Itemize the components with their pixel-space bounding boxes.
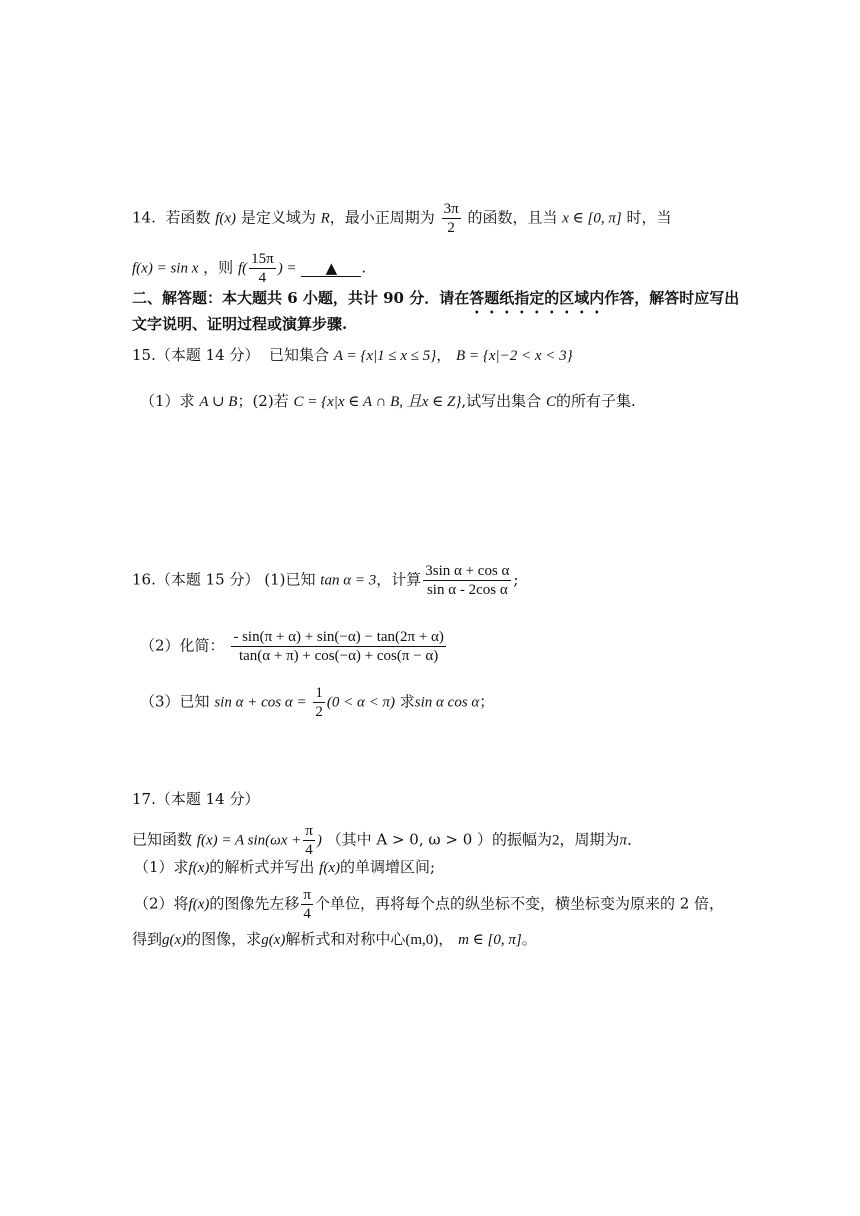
- q15-set-C: C = {x|x ∈ A ∩ B, 且x ∈ Z}: [293, 394, 462, 410]
- q16-f1-end: ;: [513, 570, 519, 589]
- q14-period-den: 2: [442, 218, 461, 237]
- q17-line4: [132, 928, 537, 951]
- q17-p1a: （1）求: [134, 858, 189, 876]
- q16-f2-den: tan(α + π) + cos(−α) + cos(π − α): [231, 646, 446, 665]
- q17-pi-num: π: [305, 823, 313, 839]
- q14-text6: ，则: [203, 258, 234, 277]
- q15-text: 已知集合: [269, 346, 330, 364]
- q15-sep: ，: [436, 346, 452, 364]
- q17-line1: [132, 822, 642, 859]
- q14-f-close: ) =: [277, 260, 297, 277]
- q14-text4: 的函数，且当: [467, 208, 558, 227]
- q14-arg-fraction: [249, 250, 276, 287]
- q14-domain-R: R: [320, 210, 330, 227]
- q15-number: 15.（本题 14 分）: [132, 346, 260, 364]
- q16-tan: tan α = 3: [320, 572, 377, 589]
- q15-set-B: B = {x|−2 < x < 3}: [456, 348, 573, 364]
- q17-title: [132, 788, 259, 810]
- q17-p2f: f(x): [188, 896, 210, 913]
- q16-ask3: 求: [399, 692, 415, 711]
- q15-part2: ；(2)若: [237, 392, 289, 410]
- q16-part1: (1)已知: [264, 570, 316, 589]
- q16-line1: [132, 562, 518, 599]
- q17-shift-fraction: [301, 886, 313, 923]
- q17-number: 17.（本题 14 分）: [132, 790, 260, 808]
- q16-f2-num: - sin(π + α) + sin(−α) − tan(2π + α): [233, 629, 444, 645]
- q16-part2: （2）化简：: [140, 636, 225, 655]
- q16-line2: [140, 628, 448, 665]
- q17-p2a: （2）将: [134, 894, 189, 913]
- q16-end3: ；: [479, 692, 495, 711]
- q14-fx-def: f(x) = sin x: [132, 260, 199, 277]
- q14-end: .: [361, 258, 367, 277]
- q17-p1b: 的解析式并写出: [209, 858, 315, 876]
- q16-line3: [140, 684, 494, 721]
- q15-part3: ,试写出集合: [461, 392, 542, 410]
- q16-f3-num: 1: [315, 685, 323, 701]
- q16-number: 16.（本题 15 分）: [132, 570, 260, 589]
- answer-blank[interactable]: ▲: [301, 260, 361, 277]
- q15-line1: [132, 344, 573, 367]
- q17-shift-den: 4: [301, 904, 313, 923]
- q15-union: A ∪ B: [199, 394, 238, 410]
- q17-p3e: 。: [521, 930, 537, 948]
- q14-line2: [132, 250, 366, 287]
- section2-text2: 文字说明、证明过程或演算步骤.: [132, 315, 348, 333]
- q17-g2: g(x): [261, 932, 286, 948]
- q17-p2c: 个单位，再将每个点的纵坐标不变，横坐标变为原来的 2 倍，: [314, 894, 725, 913]
- q14-arg-den: 4: [249, 268, 276, 287]
- q14-arg-num: 15π: [251, 251, 274, 267]
- q14-text1: 若函数: [165, 208, 211, 227]
- q14-period-fraction: [442, 200, 461, 237]
- section2-text1: 二、解答题：本大题共 6 小题，共计 90 分．请在: [132, 289, 470, 307]
- q17-amp: 2: [552, 832, 560, 849]
- q15-set-A: A = {x|1 ≤ x ≤ 5}: [333, 348, 437, 364]
- q17-p3a: 得到: [132, 930, 163, 948]
- section2-text1-tail: 作答，解答时应写出: [604, 289, 740, 307]
- q17-period: π: [619, 832, 628, 849]
- q14-fx: f(x): [215, 210, 237, 227]
- q17-text3: ．: [627, 830, 643, 849]
- q17-p3c: 解析式和对称中心: [285, 930, 406, 948]
- q17-line3: [134, 886, 724, 923]
- section2-emphasis: 答题纸指定的区域内: [469, 289, 605, 307]
- q16-expr3: sin α + cos α =: [214, 694, 307, 711]
- q16-fraction2: [231, 628, 446, 665]
- q14-number: 14.: [132, 208, 156, 227]
- q17-pi-den: 4: [303, 840, 315, 859]
- q17-mrange: m ∈ [0, π]: [458, 932, 522, 948]
- q17-p3b: 的图像，求: [186, 930, 262, 948]
- q17-g: g(x): [162, 932, 187, 948]
- q14-line1: [132, 200, 671, 237]
- q14-period-num: 3π: [443, 201, 459, 217]
- q15-part1: （1）求: [140, 392, 195, 410]
- q17-p1f2: f(x): [319, 860, 340, 876]
- q17-shift-num: π: [303, 887, 311, 903]
- q16-fraction1: [423, 562, 511, 599]
- q14-text2: 是定义域为: [240, 208, 316, 227]
- q14-f-open: f(: [237, 260, 248, 277]
- q14-condition: x ∈ [0, π]: [562, 210, 622, 227]
- q17-func: f(x) = A sin(ωx +: [196, 832, 302, 849]
- q17-line2: [134, 856, 435, 879]
- q15-part4: 的所有子集.: [555, 392, 636, 410]
- q17-p3d: ，: [438, 930, 454, 948]
- q16-cond3: (0 < α < π): [326, 694, 395, 711]
- section2-heading-line2: [132, 313, 347, 335]
- q14-text3: ，最小正周期为: [329, 208, 435, 227]
- q17-cond: （其中 A > 0, ω > 0 ）的振幅为: [326, 830, 553, 849]
- q14-text5: 时，当: [626, 208, 672, 227]
- q16-calc: ，计算: [376, 570, 422, 589]
- q17-p2b: 的图像先左移: [209, 894, 300, 913]
- q16-fraction3: [313, 684, 325, 721]
- q17-text1: 已知函数: [132, 830, 193, 849]
- q17-p1f: f(x): [188, 860, 210, 876]
- q16-part3: （3）已知: [140, 692, 210, 711]
- q15-line2: [140, 390, 636, 413]
- q17-func-close: ): [316, 832, 322, 849]
- q16-f3-den: 2: [315, 704, 323, 720]
- q17-text2: ，周期为: [559, 830, 620, 849]
- q15-C: C: [545, 394, 556, 410]
- q17-pi-fraction: [303, 822, 315, 859]
- q17-p1c: 的单调增区间;: [340, 858, 436, 876]
- q17-center: (m,0): [405, 932, 439, 948]
- q16-target3: sin α cos α: [414, 694, 480, 711]
- q16-f1-den: sin α - 2cos α: [423, 580, 511, 599]
- q16-f1-num: 3sin α + cos α: [425, 563, 510, 579]
